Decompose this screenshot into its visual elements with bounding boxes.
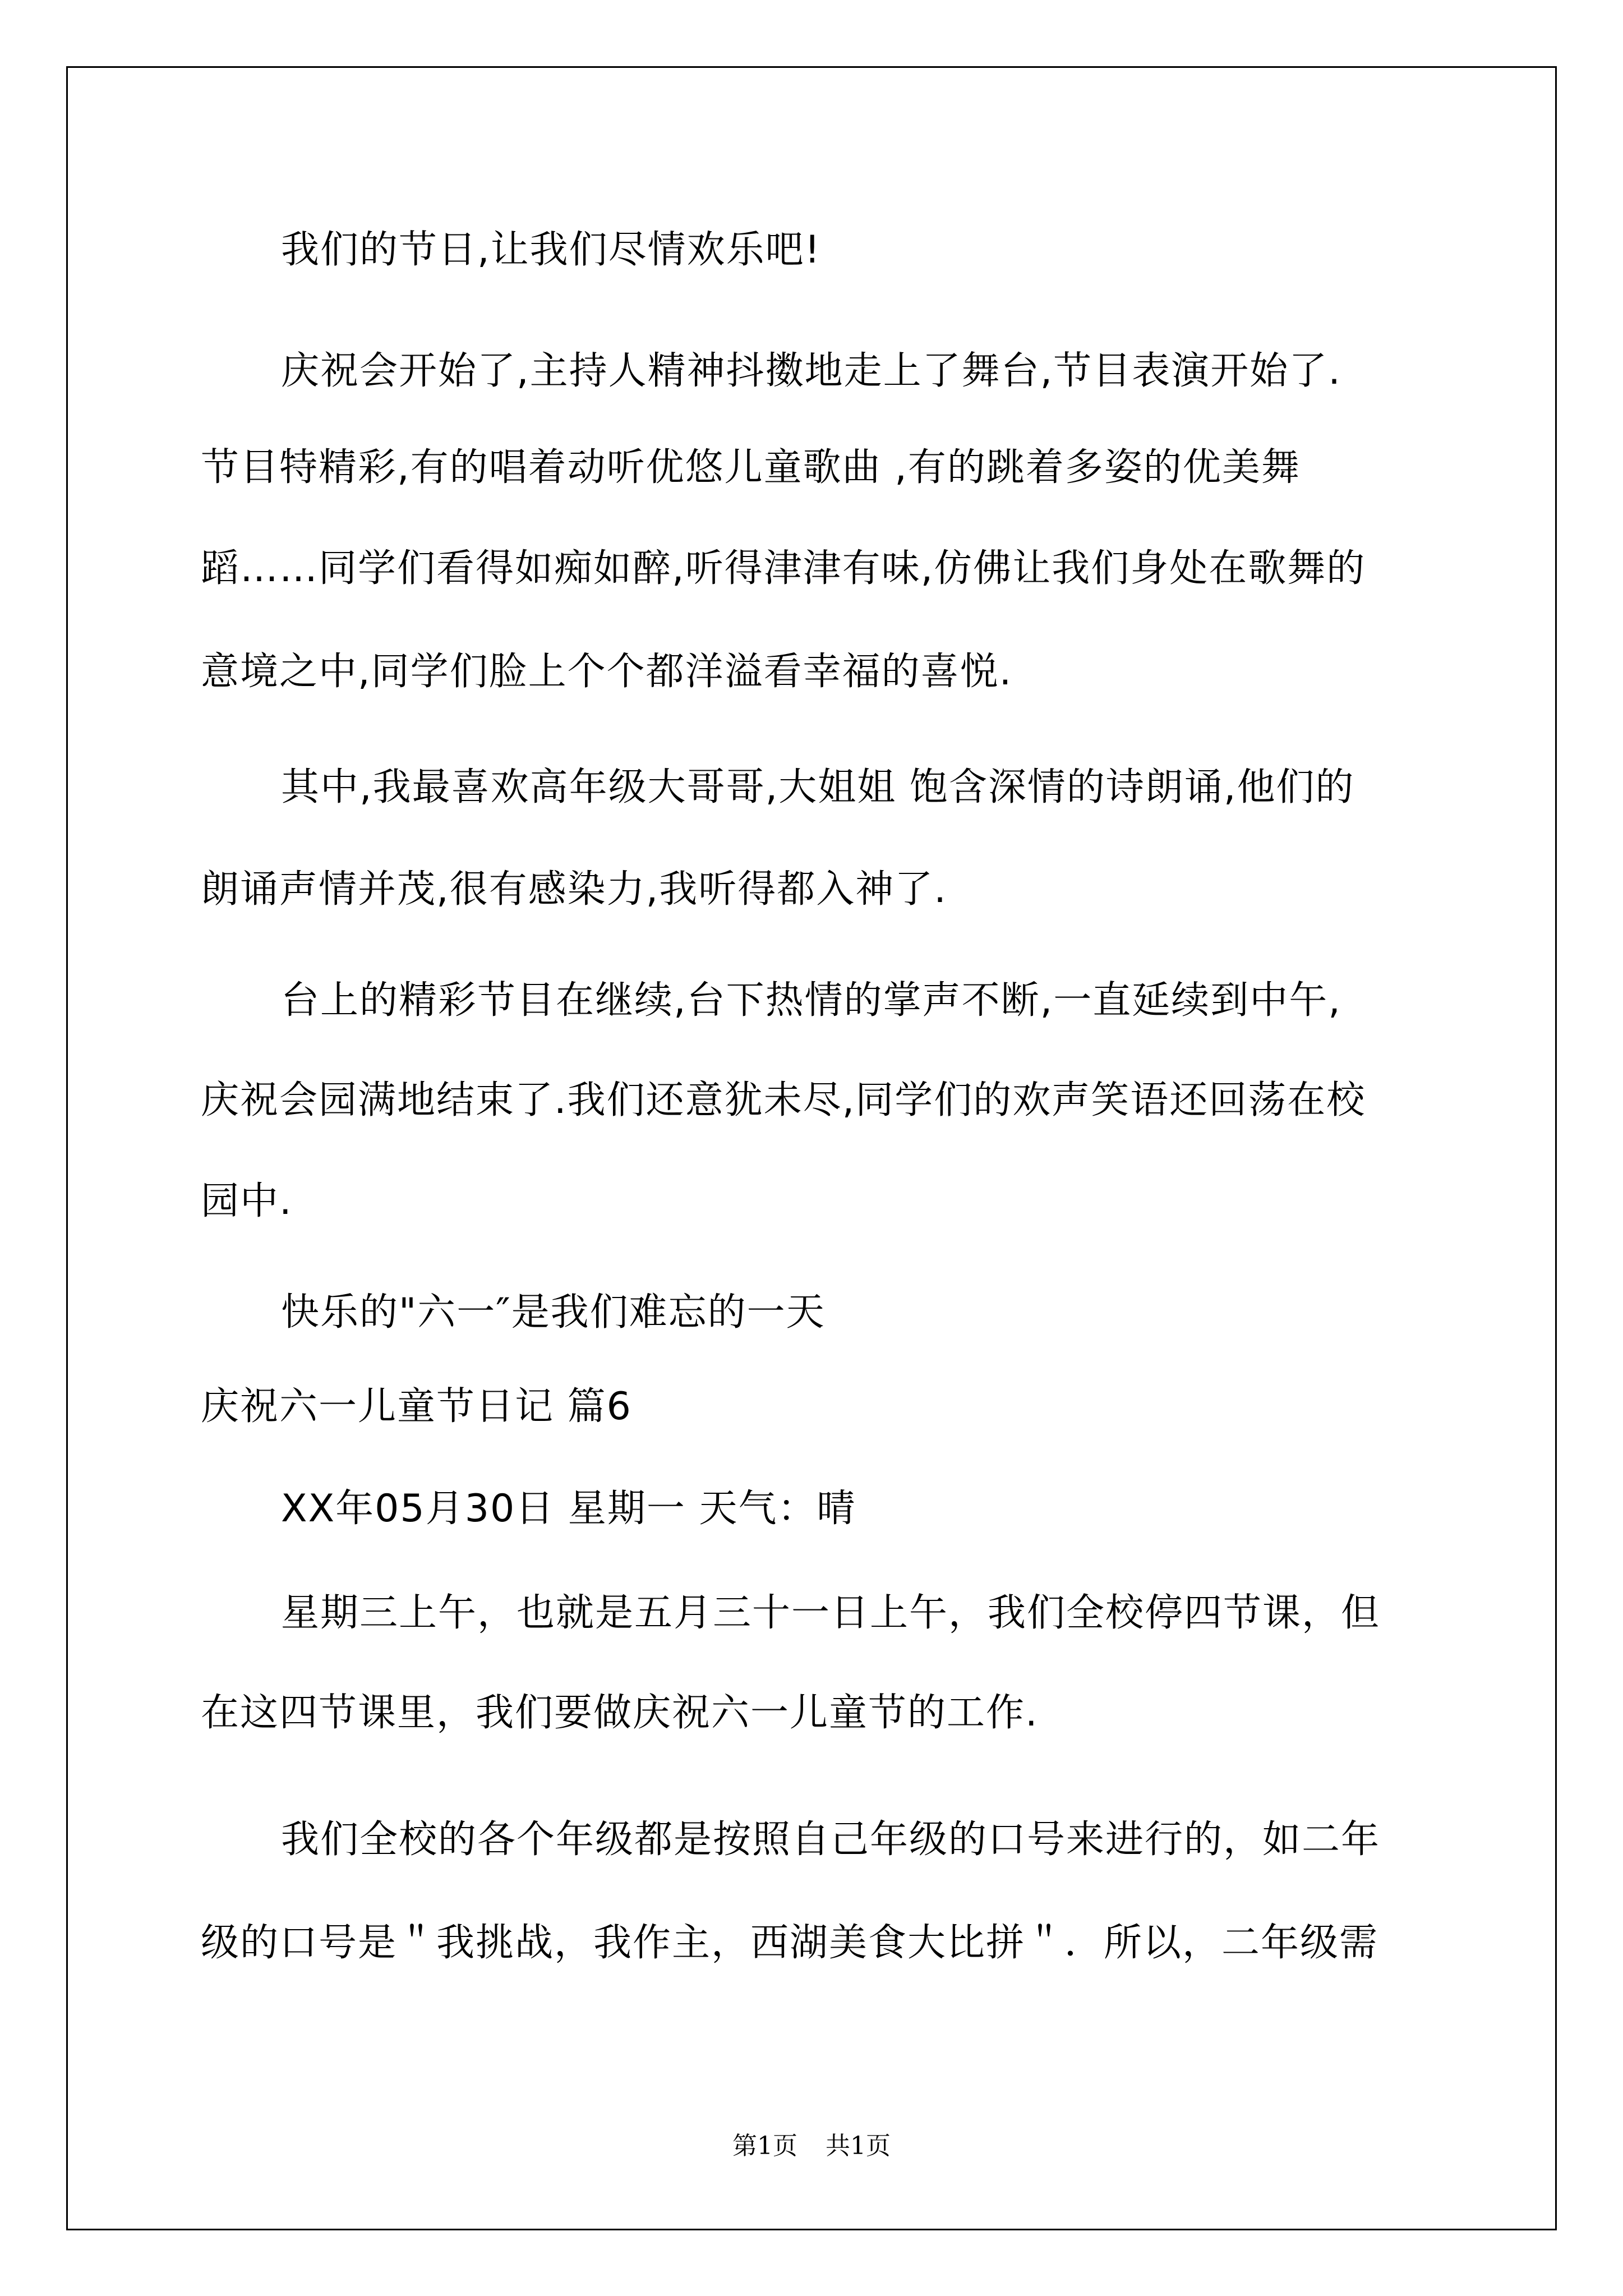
text-line: 其中,我最喜欢高年级大哥哥,大姐姐 饱含深情的诗朗诵,他们的 xyxy=(281,765,1355,809)
text-line: 我们全校的各个年级都是按照自己年级的口号来进行的，如二年 xyxy=(281,1818,1381,1862)
text-line: 庆祝会园满地结束了.我们还意犹未尽,同学们的欢声笑语还回荡在校 xyxy=(201,1078,1366,1122)
text-line: 意境之中,同学们脸上个个都洋溢看幸福的喜悦. xyxy=(201,650,1013,694)
text-line: 庆祝会开始了,主持人精神抖擞地走上了舞台,节目表演开始了. xyxy=(281,349,1341,393)
text-line: 朗诵声情并茂,很有感染力,我听得都入神了. xyxy=(201,867,947,912)
text-line: 园中. xyxy=(201,1179,293,1223)
section-heading: 庆祝六一儿童节日记 篇6 xyxy=(201,1384,632,1429)
text-line: 台上的精彩节目在继续,台下热情的掌声不断,一直延续到中午, xyxy=(281,978,1341,1023)
page-footer xyxy=(0,2131,1623,2162)
date-line: XX年05月30日 星期一 天气：晴 xyxy=(281,1487,856,1531)
text-line: 快乐的"六一″是我们难忘的一天 xyxy=(281,1290,826,1335)
text-line: 级的口号是＂我挑战，我作主，西湖美食大比拼＂．所以，二年级需 xyxy=(201,1921,1379,1965)
page-total: 共1页 xyxy=(826,2132,891,2160)
text-line: 在这四节课里，我们要做庆祝六一儿童节的工作. xyxy=(201,1691,1039,1735)
text-line: 星期三上午，也就是五月三十一日上午，我们全校停四节课，但 xyxy=(281,1591,1381,1635)
text-line: 节目特精彩,有的唱着动听优悠儿童歌曲 ,有的跳着多姿的优美舞 xyxy=(201,445,1301,490)
text-line: 我们的节日,让我们尽情欢乐吧! xyxy=(281,228,821,272)
page-current: 第1页 xyxy=(732,2132,797,2160)
text-line: 蹈……同学们看得如痴如醉,听得津津有味,仿佛让我们身处在歌舞的 xyxy=(201,546,1366,591)
